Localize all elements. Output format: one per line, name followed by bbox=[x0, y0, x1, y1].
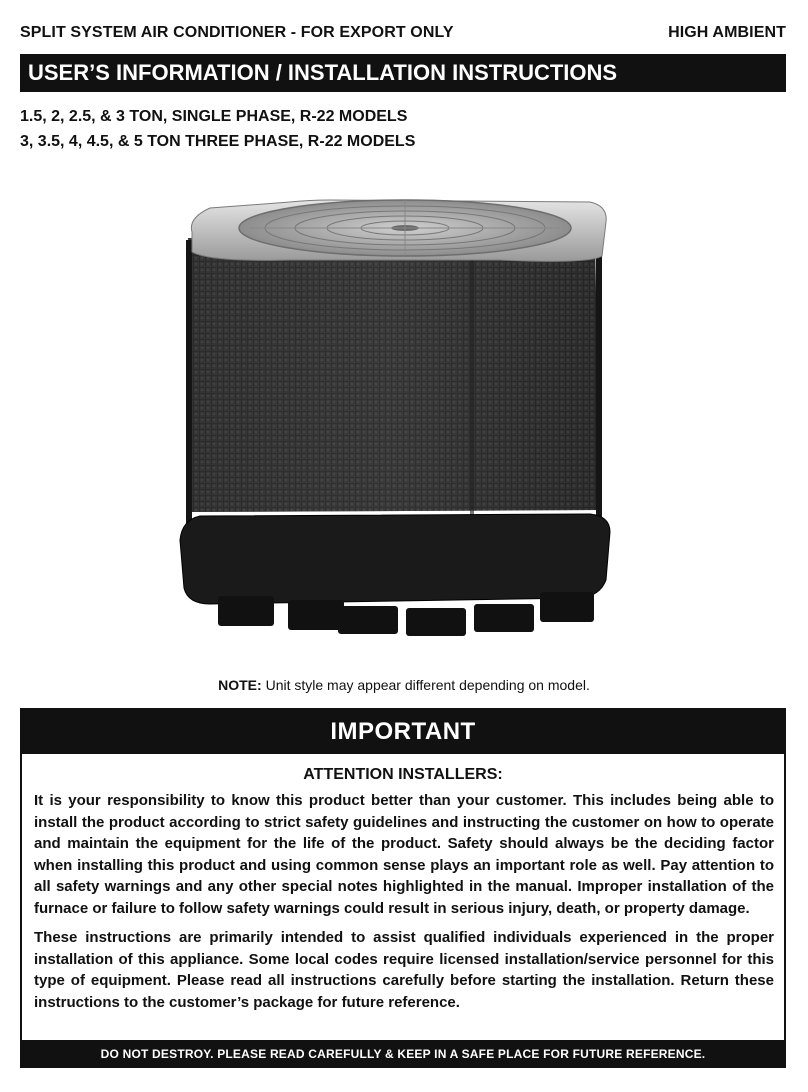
model-line-three-phase: 3, 3.5, 4, 4.5, & 5 TON THREE PHASE, R-22 MODELS bbox=[20, 133, 416, 150]
note-label: NOTE: bbox=[218, 677, 262, 693]
footer-bar bbox=[20, 1040, 786, 1068]
responsibility-paragraph: It is your responsibility to know this product better than your customer. This includes being able to install the product according to strict safety guidelines and instructing the customer on how to operate and maintain the equipment for the life of the product. Safety should always be the deciding factor when installing this product and using common sense plays an important role as well. Pay attention to all safety warnings and any other special notes highlighted in the manual. Improper installation of the furnace or failure to follow safety warnings could result in serious injury, death, or property damage. bbox=[34, 792, 774, 917]
document-header bbox=[20, 22, 786, 44]
document-title: USER’S INFORMATION / INSTALLATION INSTRUCTIONS bbox=[28, 60, 618, 85]
image-note bbox=[0, 677, 808, 693]
foot-2 bbox=[288, 600, 344, 630]
model-list bbox=[20, 104, 415, 154]
foot-4 bbox=[406, 608, 466, 636]
corner-post-left bbox=[186, 240, 192, 530]
foot-5 bbox=[474, 604, 534, 632]
foot-1 bbox=[218, 596, 274, 626]
foot-3 bbox=[338, 606, 398, 634]
important-notice-box bbox=[20, 708, 786, 1068]
qualified-installer-paragraph: These instructions are primarily intended to assist qualified individuals experienced in the proper installation of this appliance. Some local codes require licensed installation/service personnel for this type of equipment. Please read all instructions carefully before starting the installation. Return these instructions to the customer’s package for future reference. bbox=[34, 929, 774, 1011]
base-pan bbox=[180, 514, 610, 604]
foot-6 bbox=[540, 592, 594, 622]
header-product-line: SPLIT SYSTEM AIR CONDITIONER - FOR EXPORT ONLY bbox=[20, 24, 454, 41]
model-line-single-phase: 1.5, 2, 2.5, & 3 TON, SINGLE PHASE, R-22 MODELS bbox=[20, 108, 408, 125]
footer-warning-text: DO NOT DESTROY. PLEASE READ CAREFULLY & KEEP IN A SAFE PLACE FOR FUTURE REFERENCE. bbox=[100, 1047, 706, 1061]
important-heading: IMPORTANT bbox=[330, 718, 476, 745]
document-title-bar bbox=[20, 54, 786, 92]
attention-installers-heading: ATTENTION INSTALLERS: bbox=[303, 766, 503, 783]
header-high-ambient: HIGH AMBIENT bbox=[668, 24, 786, 41]
corner-post-right bbox=[596, 242, 602, 532]
important-heading-bar bbox=[22, 710, 784, 754]
note-text: Unit style may appear different depending on model. bbox=[261, 677, 590, 693]
air-conditioner-unit-illustration bbox=[170, 160, 620, 660]
